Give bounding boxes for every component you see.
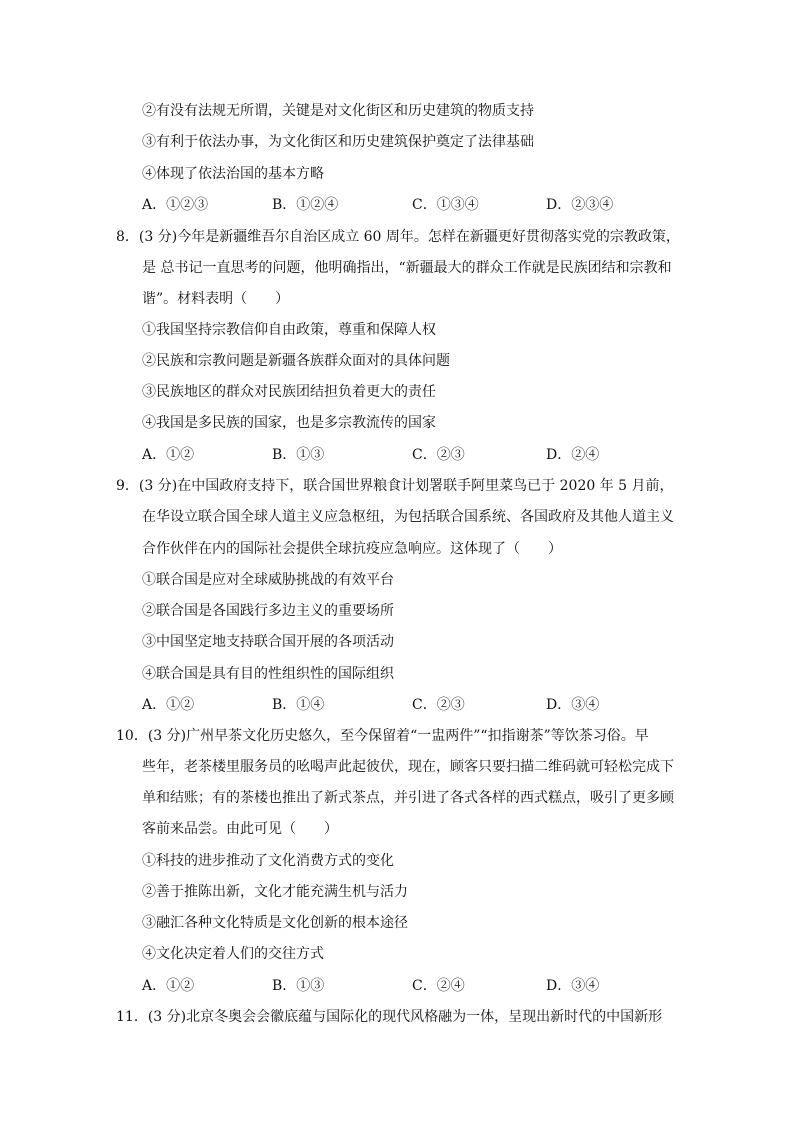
q8-stem-line-2: 是 总书记一直思考的问题，他明确指出，“新疆最大的群众工作就是民族团结和宗教和 bbox=[142, 260, 672, 276]
q11-stem-line-1: 11．(3 分)北京冬奥会会徽底蕴与国际化的现代风格融为一体，呈现出新时代的中国新形 bbox=[116, 1009, 663, 1025]
q10-statement-2: ②善于推陈出新，文化才能充满生机与活力 bbox=[142, 884, 408, 900]
q10-options bbox=[142, 976, 662, 996]
q8-stem-line-3: 谐”。材料表明（ ） bbox=[142, 291, 290, 307]
q8-statement-4: ④我国是多民族的国家，也是多宗教流传的国家 bbox=[142, 415, 436, 431]
q10-option-d: D．③④ bbox=[546, 978, 600, 994]
q9-option-a: A．①② bbox=[142, 697, 195, 713]
q9-option-c: C．②③ bbox=[412, 697, 465, 713]
q10-statement-1: ①科技的进步推动了文化消费方式的变化 bbox=[142, 853, 394, 869]
q9-options bbox=[142, 695, 662, 715]
q7-statement-2: ②有没有法规无所谓，关键是对文化街区和历史建筑的物质支持 bbox=[142, 103, 534, 119]
q10-option-c: C．②④ bbox=[412, 978, 465, 994]
q10-stem-line-1: 10．(3 分)广州早茶文化历史悠久，至今保留着“一盅两件”“扣指谢茶”等饮茶习俗。早 bbox=[116, 728, 649, 744]
q7-options bbox=[142, 195, 662, 215]
q10-stem-line-4: 客前来品尝。由此可见（ ） bbox=[142, 821, 338, 837]
q9-stem-line-2: 在华设立联合国全球人道主义应急枢纽，为包括联合国系统、各国政府及其他人道主义 bbox=[142, 509, 674, 525]
q7-option-a: A．①②③ bbox=[142, 197, 209, 213]
q10-statement-3: ③融汇各种文化特质是文化创新的根本途径 bbox=[142, 915, 408, 931]
q9-stem-line-3: 合作伙伴在内的国际社会提供全球抗疫应急响应。这体现了（ ） bbox=[142, 541, 562, 557]
q7-option-d: D．②③④ bbox=[546, 197, 614, 213]
q10-statement-4: ④文化决定着人们的交往方式 bbox=[142, 946, 324, 962]
q10-option-b: B．①③ bbox=[272, 978, 325, 994]
q9-option-b: B．①④ bbox=[272, 697, 325, 713]
q9-statement-1: ①联合国是应对全球威胁挑战的有效平台 bbox=[142, 572, 394, 588]
q9-option-d: D．③④ bbox=[546, 697, 600, 713]
q10-option-a: A．①② bbox=[142, 978, 195, 994]
q9-statement-4: ④联合国是具有目的性组织性的国际组织 bbox=[142, 666, 394, 682]
q9-statement-3: ③中国坚定地支持联合国开展的各项活动 bbox=[142, 634, 394, 650]
q8-option-a: A．①② bbox=[142, 447, 195, 463]
q10-stem-line-2: 些年，老茶楼里服务员的吆喝声此起彼伏，现在，顾客只要扫描二维码就可轻松完成下 bbox=[142, 759, 674, 775]
q7-option-c: C．①③④ bbox=[412, 197, 479, 213]
q8-option-b: B．①③ bbox=[272, 447, 325, 463]
q8-option-d: D．②④ bbox=[546, 447, 600, 463]
q8-statement-2: ②民族和宗教问题是新疆各族群众面对的具体问题 bbox=[142, 353, 450, 369]
q10-stem-line-3: 单和结账；有的茶楼也推出了新式茶点，并引进了各式各样的西式糕点，吸引了更多顾 bbox=[142, 790, 674, 806]
q8-statement-3: ③民族地区的群众对民族团结担负着更大的责任 bbox=[142, 384, 436, 400]
q8-option-c: C．②③ bbox=[412, 447, 465, 463]
q9-statement-2: ②联合国是各国践行多边主义的重要场所 bbox=[142, 603, 394, 619]
q8-options bbox=[142, 445, 662, 465]
q8-stem-line-1: 8．(3 分)今年是新疆维吾尔自治区成立 60 周年。怎样在新疆更好贯彻落实党的宗教政策， bbox=[116, 229, 680, 245]
q9-stem-line-1: 9．(3 分)在中国政府支持下，联合国世界粮食计划署联手阿里菜鸟已于 2020 年 5 月前， bbox=[116, 478, 674, 494]
q7-statement-4: ④体现了依法治国的基本方略 bbox=[142, 166, 324, 182]
q7-option-b: B．①②④ bbox=[272, 197, 339, 213]
q8-statement-1: ①我国坚持宗教信仰自由政策，尊重和保障人权 bbox=[142, 322, 436, 338]
q7-statement-3: ③有利于依法办事，为文化街区和历史建筑保护奠定了法律基础 bbox=[142, 134, 534, 150]
